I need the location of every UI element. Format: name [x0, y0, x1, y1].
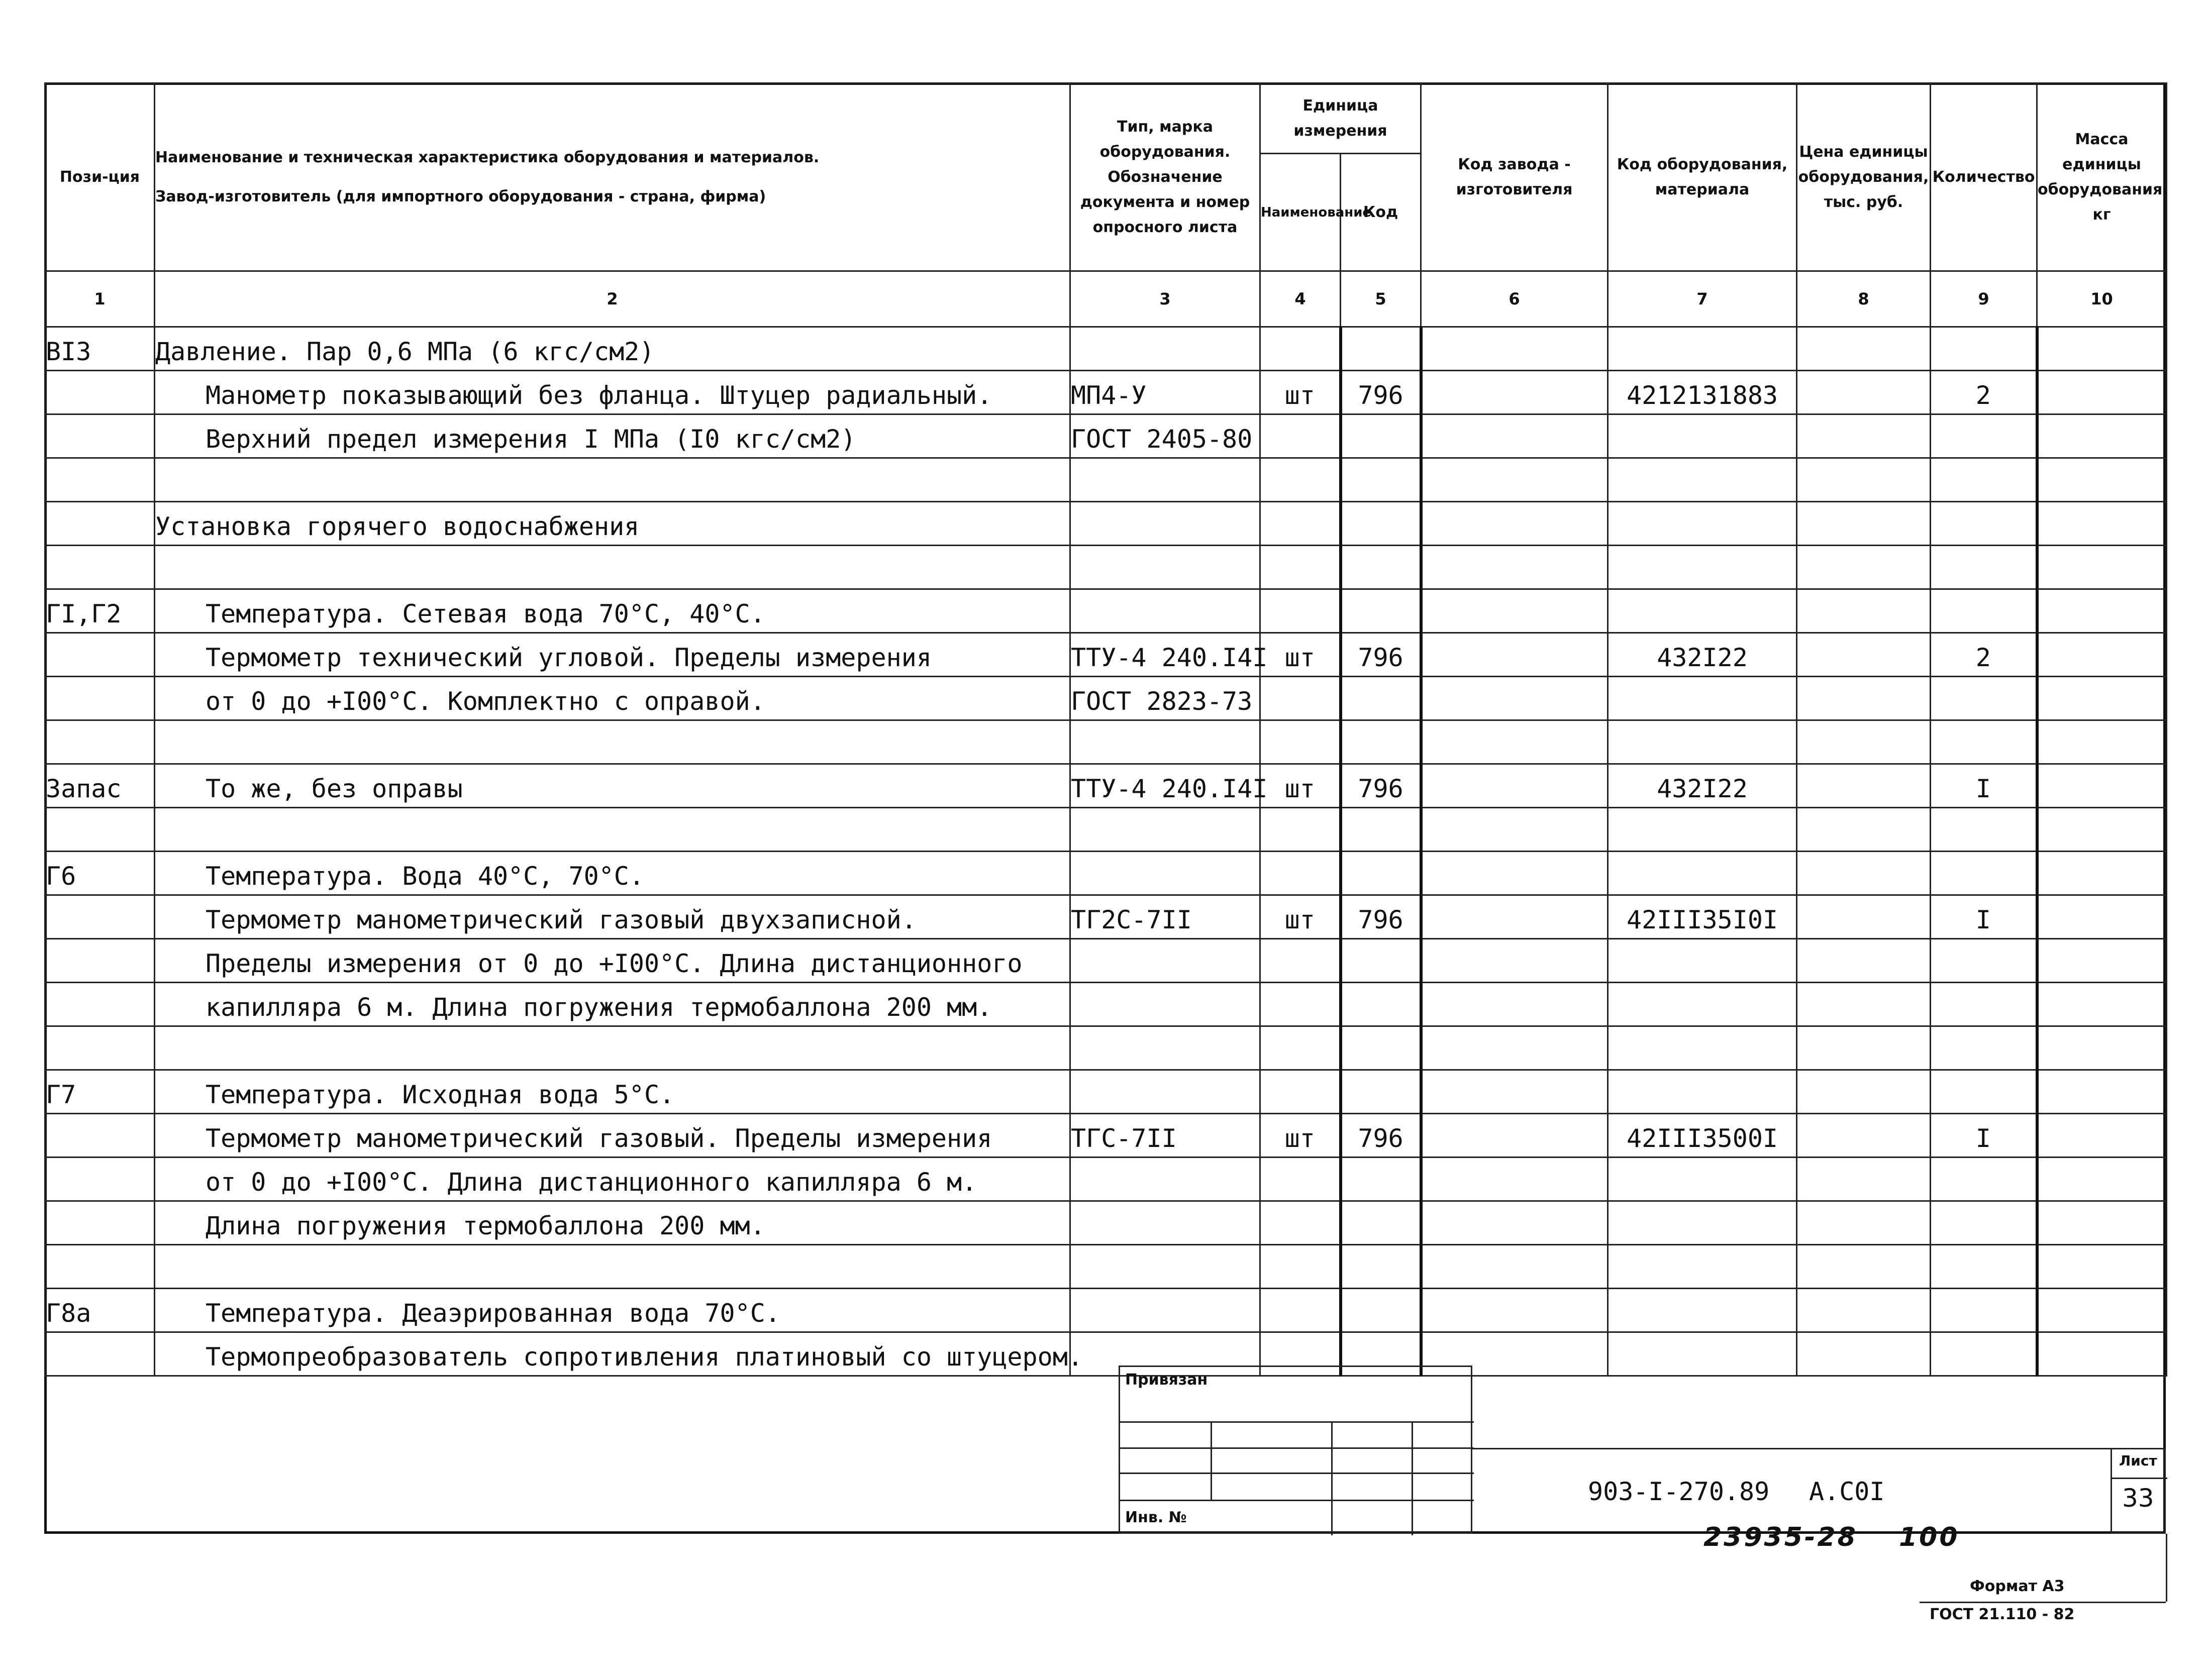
cell-price [1797, 1158, 1931, 1201]
cell-unit [1260, 458, 1341, 502]
cell-plant [1421, 808, 1608, 852]
table-row [45, 502, 2167, 546]
table-row [45, 1245, 2167, 1289]
col-number: 5 [1341, 271, 1421, 327]
cell-name [155, 720, 1070, 764]
cell-code [1341, 1070, 1421, 1114]
specification-table [44, 82, 2167, 1377]
cell-plant [1421, 939, 1608, 983]
table-row [45, 458, 2167, 502]
table-row [45, 939, 2167, 983]
cell-pos [45, 720, 155, 764]
cell-type [1070, 327, 1260, 371]
cell-qty [1931, 327, 2037, 371]
cell-unit: шт [1260, 371, 1341, 414]
sheet-label: Лист [2119, 1452, 2157, 1469]
cell-pos: Г6 [45, 852, 155, 895]
cell-unit [1260, 939, 1341, 983]
table-row [45, 1070, 2167, 1114]
cell-qty [1931, 589, 2037, 633]
cell-pos [45, 502, 155, 546]
cell-price [1797, 677, 1931, 720]
cell-eq [1608, 808, 1797, 852]
cell-eq [1608, 852, 1797, 895]
cell-qty [1931, 1026, 2037, 1070]
cell-qty [1931, 1289, 2037, 1332]
table-row [45, 677, 2167, 720]
cell-type: ТТУ-4 240.I4I [1070, 764, 1260, 808]
table-row [45, 1158, 2167, 1201]
cell-code [1341, 983, 1421, 1026]
cell-type [1070, 1245, 1260, 1289]
cell-code [1341, 939, 1421, 983]
cell-unit [1260, 677, 1341, 720]
cell-name: от 0 до +I00°С. Длина дистанционного капилляра 6 м. [155, 1158, 1070, 1201]
cell-name: Термометр манометрический газовый двухзаписной. [155, 895, 1070, 939]
cell-eq [1608, 1289, 1797, 1332]
sheet-number: 33 [2122, 1484, 2154, 1513]
cell-mass [2037, 1158, 2167, 1201]
col-number: 6 [1421, 271, 1608, 327]
cell-price [1797, 1201, 1931, 1245]
cell-price [1797, 414, 1931, 458]
cell-pos [45, 371, 155, 414]
cell-unit: шт [1260, 633, 1341, 677]
cell-pos [45, 414, 155, 458]
cell-mass [2037, 458, 2167, 502]
cell-unit [1260, 1026, 1341, 1070]
cell-qty: I [1931, 764, 2037, 808]
cell-mass [2037, 1114, 2167, 1158]
archive-number-main: 23935-28 [1703, 1522, 1858, 1552]
cell-price [1797, 589, 1931, 633]
cell-name [155, 1026, 1070, 1070]
cell-plant [1421, 1158, 1608, 1201]
cell-price [1797, 720, 1931, 764]
cell-unit [1260, 983, 1341, 1026]
privyazan-label: Привязан [1125, 1371, 1208, 1389]
header-unit-code: Код [1341, 154, 1421, 271]
cell-name: Термопреобразователь сопротивления платиновый со штуцером. [155, 1332, 1070, 1376]
cell-plant [1421, 633, 1608, 677]
cell-eq [1608, 1158, 1797, 1201]
cell-eq [1608, 1245, 1797, 1289]
col-number: 7 [1608, 271, 1797, 327]
cell-name: Верхний предел измерения I МПа (I0 кгс/см2) [155, 414, 1070, 458]
cell-eq: 4212131883 [1608, 371, 1797, 414]
cell-plant [1421, 1114, 1608, 1158]
cell-qty: 2 [1931, 371, 2037, 414]
cell-qty [1931, 1158, 2037, 1201]
table-row [45, 720, 2167, 764]
document-suffix: А.С0I [1809, 1477, 1885, 1506]
cell-code: 796 [1341, 633, 1421, 677]
cell-name: Манометр показывающий без фланца. Штуцер радиальный. [155, 371, 1070, 414]
gost-label: ГОСТ 21.110 - 82 [1930, 1606, 2075, 1623]
table-body [45, 327, 2167, 1376]
table-row [45, 808, 2167, 852]
cell-pos: Г7 [45, 1070, 155, 1114]
cell-qty [1931, 808, 2037, 852]
cell-price [1797, 1026, 1931, 1070]
cell-pos [45, 808, 155, 852]
cell-eq [1608, 458, 1797, 502]
cell-code [1341, 677, 1421, 720]
cell-plant [1421, 1289, 1608, 1332]
cell-unit [1260, 546, 1341, 589]
cell-type: ТГС-7II [1070, 1114, 1260, 1158]
cell-mass [2037, 720, 2167, 764]
cell-price [1797, 895, 1931, 939]
binding-stamp [1119, 1366, 1472, 1534]
table-row [45, 1026, 2167, 1070]
cell-pos: ВI3 [45, 327, 155, 371]
table-row [45, 1201, 2167, 1245]
cell-type [1070, 502, 1260, 546]
cell-unit [1260, 502, 1341, 546]
cell-pos [45, 546, 155, 589]
cell-pos [45, 1158, 155, 1201]
cell-price [1797, 808, 1931, 852]
header-type: Тип, марка оборудования. Обозначение документа и номер опросного листа [1070, 83, 1260, 271]
table-row [45, 327, 2167, 371]
cell-unit [1260, 852, 1341, 895]
cell-qty [1931, 1070, 2037, 1114]
cell-plant [1421, 371, 1608, 414]
table-row [45, 983, 2167, 1026]
cell-eq: 432I22 [1608, 764, 1797, 808]
document-code: 903-I-270.89 [1588, 1477, 1770, 1506]
cell-name: Термометр манометрический газовый. Пределы измерения [155, 1114, 1070, 1158]
cell-eq [1608, 1070, 1797, 1114]
cell-plant [1421, 327, 1608, 371]
col-number: 2 [155, 271, 1070, 327]
cell-mass [2037, 546, 2167, 589]
table-row [45, 589, 2167, 633]
cell-type [1070, 1070, 1260, 1114]
cell-eq [1608, 414, 1797, 458]
cell-unit [1260, 589, 1341, 633]
table-row [45, 633, 2167, 677]
cell-qty [1931, 502, 2037, 546]
cell-plant [1421, 677, 1608, 720]
cell-pos [45, 1332, 155, 1376]
cell-price [1797, 327, 1931, 371]
cell-name: Температура. Исходная вода 5°С. [155, 1070, 1070, 1114]
cell-code: 796 [1341, 1114, 1421, 1158]
cell-name: Термометр технический угловой. Пределы измерения [155, 633, 1070, 677]
cell-code [1341, 458, 1421, 502]
header-mass: Масса единицы оборудования, кг [2037, 83, 2167, 271]
header-unit: Единица измерения [1260, 83, 1421, 154]
col-number: 8 [1797, 271, 1931, 327]
cell-type [1070, 1158, 1260, 1201]
cell-type [1070, 939, 1260, 983]
cell-plant [1421, 414, 1608, 458]
cell-qty [1931, 1201, 2037, 1245]
cell-code: 796 [1341, 895, 1421, 939]
cell-code [1341, 589, 1421, 633]
cell-eq: 432I22 [1608, 633, 1797, 677]
cell-price [1797, 1289, 1931, 1332]
cell-mass [2037, 1245, 2167, 1289]
cell-mass [2037, 764, 2167, 808]
cell-type: МП4-У [1070, 371, 1260, 414]
cell-unit [1260, 1245, 1341, 1289]
table-row [45, 546, 2167, 589]
header-name-line2: Завод-изготовитель (для импортного оборудования - страна, фирма) [155, 187, 766, 205]
cell-eq [1608, 327, 1797, 371]
cell-name: Давление. Пар 0,6 МПа (6 кгс/см2) [155, 327, 1070, 371]
cell-code [1341, 1158, 1421, 1201]
cell-qty: I [1931, 895, 2037, 939]
cell-type [1070, 1201, 1260, 1245]
cell-mass [2037, 633, 2167, 677]
cell-qty [1931, 1245, 2037, 1289]
header-name [155, 83, 1070, 271]
cell-code [1341, 808, 1421, 852]
cell-code [1341, 1026, 1421, 1070]
cell-plant [1421, 589, 1608, 633]
format-label: Формат А3 [1970, 1578, 2065, 1595]
cell-name [155, 458, 1070, 502]
cell-code [1341, 502, 1421, 546]
header-position: Пози-ция [45, 83, 155, 271]
header-unit-name: Наименование [1260, 154, 1341, 271]
cell-qty: I [1931, 1114, 2037, 1158]
cell-eq [1608, 502, 1797, 546]
cell-qty [1931, 939, 2037, 983]
cell-price [1797, 1114, 1931, 1158]
cell-type [1070, 589, 1260, 633]
cell-name: Установка горячего водоснабжения [155, 502, 1070, 546]
cell-name: капилляра 6 м. Длина погружения термобаллона 200 мм. [155, 983, 1070, 1026]
cell-unit [1260, 720, 1341, 764]
table-row [45, 852, 2167, 895]
cell-code [1341, 1289, 1421, 1332]
cell-pos: Запас [45, 764, 155, 808]
header-price: Цена единицы оборудования, тыс. руб. [1797, 83, 1931, 271]
header-plant-code: Код завода - изготовителя [1421, 83, 1608, 271]
col-number: 3 [1070, 271, 1260, 327]
cell-pos [45, 895, 155, 939]
cell-mass [2037, 1026, 2167, 1070]
table-row [45, 764, 2167, 808]
cell-qty [1931, 677, 2037, 720]
cell-eq: 42III3500I [1608, 1114, 1797, 1158]
table-row [45, 414, 2167, 458]
archive-number [1703, 1522, 1960, 1552]
cell-name: Длина погружения термобаллона 200 мм. [155, 1201, 1070, 1245]
table-row [45, 895, 2167, 939]
cell-eq [1608, 720, 1797, 764]
cell-plant [1421, 1201, 1608, 1245]
cell-pos [45, 1245, 155, 1289]
table-row [45, 1114, 2167, 1158]
cell-type [1070, 852, 1260, 895]
cell-mass [2037, 414, 2167, 458]
cell-price [1797, 1070, 1931, 1114]
cell-code [1341, 720, 1421, 764]
cell-mass [2037, 852, 2167, 895]
cell-mass [2037, 677, 2167, 720]
cell-unit [1260, 414, 1341, 458]
cell-mass [2037, 939, 2167, 983]
cell-eq [1608, 1201, 1797, 1245]
cell-pos [45, 458, 155, 502]
cell-type [1070, 1289, 1260, 1332]
cell-mass [2037, 1070, 2167, 1114]
cell-type: ТТУ-4 240.I4I [1070, 633, 1260, 677]
cell-pos: Г8а [45, 1289, 155, 1332]
cell-pos [45, 633, 155, 677]
cell-price [1797, 939, 1931, 983]
cell-qty [1931, 1332, 2037, 1376]
cell-qty [1931, 414, 2037, 458]
cell-code: 796 [1341, 371, 1421, 414]
cell-unit [1260, 1158, 1341, 1201]
cell-qty [1931, 546, 2037, 589]
cell-type [1070, 808, 1260, 852]
cell-price [1797, 633, 1931, 677]
cell-eq [1608, 1332, 1797, 1376]
col-number: 9 [1931, 271, 2037, 327]
table-row [45, 1289, 2167, 1332]
cell-name [155, 808, 1070, 852]
cell-unit: шт [1260, 1114, 1341, 1158]
cell-plant [1421, 458, 1608, 502]
table-row [45, 1332, 2167, 1376]
cell-price [1797, 1332, 1931, 1376]
cell-eq [1608, 589, 1797, 633]
cell-code: 796 [1341, 764, 1421, 808]
cell-name [155, 1245, 1070, 1289]
cell-plant [1421, 895, 1608, 939]
cell-name: Температура. Сетевая вода 70°С, 40°С. [155, 589, 1070, 633]
cell-plant [1421, 1070, 1608, 1114]
cell-mass [2037, 589, 2167, 633]
cell-type: ТГ2С-7II [1070, 895, 1260, 939]
cell-name: То же, без оправы [155, 764, 1070, 808]
cell-type [1070, 546, 1260, 589]
cell-code [1341, 1245, 1421, 1289]
cell-qty [1931, 458, 2037, 502]
cell-plant [1421, 1245, 1608, 1289]
cell-plant [1421, 546, 1608, 589]
cell-mass [2037, 983, 2167, 1026]
cell-plant [1421, 983, 1608, 1026]
cell-pos [45, 1026, 155, 1070]
cell-unit [1260, 1289, 1341, 1332]
cell-price [1797, 852, 1931, 895]
cell-qty: 2 [1931, 633, 2037, 677]
cell-name: Температура. Деаэрированная вода 70°С. [155, 1289, 1070, 1332]
cell-mass [2037, 808, 2167, 852]
cell-type [1070, 720, 1260, 764]
cell-code [1341, 546, 1421, 589]
cell-mass [2037, 371, 2167, 414]
cell-eq [1608, 939, 1797, 983]
cell-type: ГОСТ 2405-80 [1070, 414, 1260, 458]
cell-unit: шт [1260, 895, 1341, 939]
cell-pos [45, 939, 155, 983]
cell-unit [1260, 1070, 1341, 1114]
cell-unit: шт [1260, 764, 1341, 808]
archive-number-suffix: 100 [1898, 1522, 1960, 1552]
col-number: 10 [2037, 271, 2167, 327]
cell-type [1070, 1026, 1260, 1070]
cell-pos [45, 1114, 155, 1158]
cell-plant [1421, 720, 1608, 764]
header-quantity: Количество [1931, 83, 2037, 271]
cell-plant [1421, 502, 1608, 546]
cell-code [1341, 414, 1421, 458]
cell-name: Температура. Вода 40°С, 70°С. [155, 852, 1070, 895]
cell-qty [1931, 852, 2037, 895]
header-equipment-code: Код оборудования, материала [1608, 83, 1797, 271]
cell-code [1341, 852, 1421, 895]
cell-eq: 42III35I0I [1608, 895, 1797, 939]
cell-price [1797, 1245, 1931, 1289]
cell-type [1070, 983, 1260, 1026]
cell-mass [2037, 502, 2167, 546]
cell-eq [1608, 983, 1797, 1026]
cell-unit [1260, 808, 1341, 852]
cell-name [155, 546, 1070, 589]
sheet-number-box [2111, 1448, 2166, 1534]
cell-price [1797, 371, 1931, 414]
cell-unit [1260, 327, 1341, 371]
cell-code [1341, 1201, 1421, 1245]
cell-eq [1608, 1026, 1797, 1070]
cell-mass [2037, 1289, 2167, 1332]
cell-plant [1421, 852, 1608, 895]
cell-type [1070, 458, 1260, 502]
cell-price [1797, 546, 1931, 589]
cell-pos [45, 983, 155, 1026]
inventory-number-label: Инв. № [1125, 1509, 1187, 1526]
cell-qty [1931, 720, 2037, 764]
cell-price [1797, 764, 1931, 808]
cell-mass [2037, 1332, 2167, 1376]
table-row [45, 371, 2167, 414]
cell-code [1341, 327, 1421, 371]
cell-plant [1421, 764, 1608, 808]
cell-name: от 0 до +I00°С. Комплектно с оправой. [155, 677, 1070, 720]
cell-mass [2037, 895, 2167, 939]
cell-price [1797, 458, 1931, 502]
cell-plant [1421, 1026, 1608, 1070]
col-number: 4 [1260, 271, 1341, 327]
cell-pos: ГI,Г2 [45, 589, 155, 633]
cell-pos [45, 677, 155, 720]
cell-qty [1931, 983, 2037, 1026]
cell-name: Пределы измерения от 0 до +I00°С. Длина дистанционного [155, 939, 1070, 983]
cell-eq [1608, 677, 1797, 720]
cell-type: ГОСТ 2823-73 [1070, 677, 1260, 720]
col-number: 1 [45, 271, 155, 327]
header-name-line1: Наименование и техническая характеристика оборудования и материалов. [155, 148, 820, 166]
cell-price [1797, 983, 1931, 1026]
cell-pos [45, 1201, 155, 1245]
cell-unit [1260, 1201, 1341, 1245]
cell-mass [2037, 327, 2167, 371]
cell-eq [1608, 546, 1797, 589]
cell-price [1797, 502, 1931, 546]
cell-mass [2037, 1201, 2167, 1245]
